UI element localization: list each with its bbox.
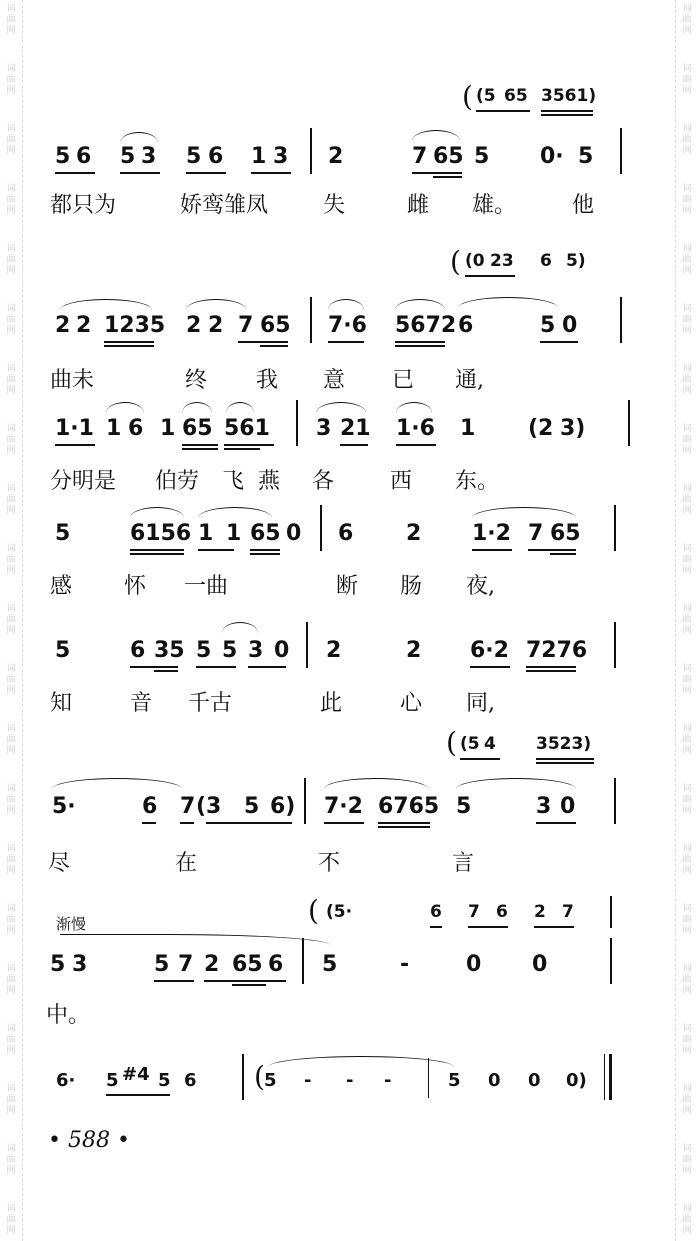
barline	[302, 938, 304, 984]
lyric: 已	[392, 368, 415, 393]
intro-note: 6	[496, 902, 508, 922]
barline	[310, 128, 312, 174]
watermark-text: 词 曲 网	[682, 184, 692, 216]
page-number: • 588 •	[48, 1128, 130, 1153]
watermark-text: 词 曲 网	[6, 1204, 16, 1236]
watermark-text: 词 曲 网	[6, 424, 16, 456]
note: 5	[456, 794, 472, 819]
note: 5	[222, 638, 238, 663]
watermark-text: 词 曲 网	[682, 544, 692, 576]
lyric: 千古	[188, 691, 233, 716]
watermark-text: 词 曲 网	[682, 964, 692, 996]
note: 7276	[526, 638, 588, 663]
note: 1	[460, 416, 476, 441]
system-6: ( (5 4 3523) 5· 6 7 (3 5 6) 7·2 6765 5 3 0 尽 在 不 言	[0, 726, 698, 876]
note: 5	[448, 1070, 461, 1091]
lyric: 分明是	[50, 469, 117, 494]
barline	[310, 297, 312, 343]
note: 6	[208, 144, 224, 169]
note: -	[400, 952, 410, 977]
note: 6	[76, 144, 92, 169]
note: 6	[130, 638, 146, 663]
barline	[628, 400, 630, 446]
lyric: 一曲	[184, 574, 229, 599]
lyric: 终	[185, 368, 208, 393]
note: 5·	[52, 794, 76, 819]
watermark-text: 词 曲 网	[682, 1144, 692, 1176]
lyric: 肠	[400, 574, 423, 599]
system-1: ( (5 65 3561) 5 6 5 3 5 6 1 3 2 7 65 5 0· 5 都只为 娇鸾雏凤 失 雌 雄。 他	[0, 80, 698, 220]
note: 5	[55, 521, 71, 546]
barline	[620, 128, 622, 174]
lyric: 飞	[222, 469, 245, 494]
lyric: 尽	[48, 851, 71, 876]
lyric: 此	[320, 691, 343, 716]
watermark-text: 词 曲 网	[6, 724, 16, 756]
intro-note: 7	[468, 902, 480, 922]
note: 2	[328, 144, 344, 169]
final-barline-thin	[604, 1054, 605, 1100]
note: 7	[178, 952, 194, 977]
system-3	[0, 400, 698, 500]
note: 2	[406, 521, 422, 546]
lyric: 心	[400, 691, 423, 716]
intro-note: (0	[465, 251, 485, 271]
system-5	[0, 622, 698, 722]
watermark-text: 词 曲 网	[6, 304, 16, 336]
note: 1	[198, 521, 214, 546]
watermark-text: 词 曲 网	[6, 364, 16, 396]
barline	[610, 896, 612, 928]
lyric: 意	[323, 368, 346, 393]
note: 0	[562, 313, 578, 338]
final-barline-thick	[609, 1054, 612, 1100]
note: #4	[122, 1064, 150, 1085]
watermark-text: 词 曲 网	[682, 124, 692, 156]
watermark-text: 词 曲 网	[6, 244, 16, 276]
watermark-text: 词 曲 网	[6, 1084, 16, 1116]
intro-note: 5)	[566, 251, 586, 271]
note: 5	[322, 952, 338, 977]
lyric: 音	[130, 691, 153, 716]
note: 65	[433, 144, 464, 169]
watermark-text: 词 曲 网	[6, 184, 16, 216]
note: 7·6	[328, 313, 367, 338]
barline	[320, 505, 322, 551]
lyric: 夜,	[466, 574, 495, 599]
watermark-text: 词 曲 网	[682, 1084, 692, 1116]
note: 0)	[566, 1070, 587, 1091]
watermark-text: 词 曲 网	[682, 844, 692, 876]
note: 1	[251, 144, 267, 169]
barline	[242, 1054, 244, 1100]
note: 0	[286, 521, 302, 546]
watermark-text: 词 曲 网	[6, 784, 16, 816]
system-4	[0, 505, 698, 605]
note: 3	[248, 638, 264, 663]
lyric: 在	[175, 851, 198, 876]
note: 65	[182, 416, 213, 441]
note: 5	[55, 638, 71, 663]
watermark-text: 词 曲 网	[682, 4, 692, 36]
note: 7·2	[324, 794, 363, 819]
barline	[620, 297, 622, 343]
note: (2	[528, 416, 554, 441]
note: 21	[340, 416, 371, 441]
note: 0	[488, 1070, 501, 1091]
lyric: 伯劳	[155, 469, 200, 494]
watermark-text: 词 曲 网	[6, 844, 16, 876]
watermark-text: 词 曲 网	[682, 244, 692, 276]
system-8: 6· 5 #4 5 6 ( 5 - - - 5 0 0 0)	[0, 1050, 698, 1110]
note: -	[384, 1070, 392, 1091]
lyric: 他	[572, 193, 595, 218]
note: 7	[412, 144, 428, 169]
intro-note: (5·	[326, 902, 353, 922]
watermark-text: 词 曲 网	[682, 1204, 692, 1236]
note: 6·2	[470, 638, 509, 663]
note: 2	[76, 313, 92, 338]
barline	[614, 622, 616, 668]
note: 3)	[560, 416, 586, 441]
note: 6	[458, 313, 474, 338]
note: 6	[128, 416, 144, 441]
note: 6	[338, 521, 354, 546]
note: 561	[224, 416, 270, 441]
barline	[610, 938, 612, 984]
watermark-text: 词 曲 网	[6, 124, 16, 156]
intro-note: 4	[484, 734, 496, 754]
note: 6156	[130, 521, 192, 546]
note: 5	[578, 144, 594, 169]
note: 7	[180, 794, 196, 819]
note: 3	[72, 952, 88, 977]
note: 5	[120, 144, 136, 169]
note: 6	[142, 794, 158, 819]
note: 1	[106, 416, 122, 441]
lyric: 西	[390, 469, 413, 494]
lyric: 娇鸾雏凤	[180, 193, 269, 218]
lyric: 不	[318, 851, 341, 876]
note: 6)	[270, 794, 296, 819]
system-2: ( (0 23 6 5) 2 2 1235 2 2 7 65 7·6 5672 6 5 0 曲未 终 我 意 已 通,	[0, 245, 698, 385]
note: 5	[50, 952, 66, 977]
lyric: 东。	[455, 469, 500, 494]
watermark-text: 词 曲 网	[6, 664, 16, 696]
note: 6765	[378, 794, 440, 819]
intro-note: 3561)	[541, 86, 597, 106]
watermark-text: 词 曲 网	[6, 604, 16, 636]
note: 65	[550, 521, 581, 546]
note: 7	[528, 521, 544, 546]
watermark-text: 词 曲 网	[682, 724, 692, 756]
intro-note: 6	[540, 251, 552, 271]
lyric: 都只为	[50, 193, 117, 218]
note: 35	[154, 638, 185, 663]
note: 2	[406, 638, 422, 663]
watermark-text: 词 曲 网	[6, 964, 16, 996]
note: 2	[204, 952, 220, 977]
intro-note: 2	[534, 902, 546, 922]
note: 5	[186, 144, 202, 169]
barline	[296, 400, 298, 446]
note: 5	[106, 1070, 119, 1091]
lyric: 知	[50, 691, 73, 716]
note: 2	[208, 313, 224, 338]
note: 1235	[104, 313, 166, 338]
note: 0	[560, 794, 576, 819]
note: 2	[326, 638, 342, 663]
note: 2	[55, 313, 71, 338]
lyric: 各	[312, 469, 335, 494]
watermark-text: 词 曲 网	[682, 604, 692, 636]
note: 6	[184, 1070, 197, 1091]
note: 3	[141, 144, 157, 169]
barline	[614, 778, 616, 824]
note: -	[346, 1070, 354, 1091]
watermark-text: 词 曲 网	[6, 1024, 16, 1056]
note: 3	[316, 416, 332, 441]
lyric: 同,	[466, 691, 495, 716]
lyric: 怀	[124, 574, 147, 599]
note: 65	[250, 521, 281, 546]
note: 65	[260, 313, 291, 338]
watermark-text: 词 曲 网	[682, 1024, 692, 1056]
note: 1	[160, 416, 176, 441]
watermark-text: 词 曲 网	[682, 484, 692, 516]
intro-note: 3523)	[536, 734, 592, 754]
intro-note: 23	[490, 251, 514, 271]
note: 7	[238, 313, 254, 338]
note: 6	[268, 952, 284, 977]
barline	[304, 778, 306, 824]
watermark-text: 词 曲 网	[682, 304, 692, 336]
lyric: 雄。	[472, 193, 517, 218]
note: 3	[273, 144, 289, 169]
note: -	[304, 1070, 312, 1091]
watermark-text: 词 曲 网	[682, 64, 692, 96]
note: 0·	[540, 144, 564, 169]
lyric: 通,	[455, 368, 484, 393]
note: 5672	[395, 313, 457, 338]
system-7: ( (5· 6 7 6 2 7 5 3 5 7 2 65 6 5 - 0 0 中。	[0, 890, 698, 1030]
watermark-text: 词 曲 网	[682, 784, 692, 816]
note: 5	[196, 638, 212, 663]
note: 5	[264, 1070, 277, 1091]
watermark-text: 词 曲 网	[682, 664, 692, 696]
note: 5	[158, 1070, 171, 1091]
note: 5	[474, 144, 490, 169]
watermark-text: 词 曲 网	[6, 484, 16, 516]
note: 5	[540, 313, 556, 338]
note: 1·1	[55, 416, 94, 441]
watermark-text: 词 曲 网	[6, 904, 16, 936]
note: 3	[536, 794, 552, 819]
watermark-text: 词 曲 网	[6, 64, 16, 96]
intro-note: (5	[476, 86, 496, 106]
lyric: 我	[256, 368, 279, 393]
note: 0	[466, 952, 482, 977]
note: 65	[232, 952, 263, 977]
barline	[306, 622, 308, 668]
watermark-text: 词 曲 网	[682, 904, 692, 936]
intro-note: 7	[562, 902, 574, 922]
note: 0	[274, 638, 290, 663]
note: 5	[55, 144, 71, 169]
watermark-text: 词 曲 网	[6, 1144, 16, 1176]
watermark-text: 词 曲 网	[6, 4, 16, 36]
note: 1·6	[396, 416, 435, 441]
watermark-text: 词 曲 网	[682, 424, 692, 456]
barline	[614, 505, 616, 551]
note: 6·	[56, 1070, 76, 1091]
note: 1	[226, 521, 242, 546]
intro-note: 6	[430, 902, 442, 922]
lyric: 中。	[46, 1003, 91, 1028]
note: 2	[186, 313, 202, 338]
lyric: 曲未	[50, 368, 95, 393]
watermark-text: 词 曲 网	[682, 364, 692, 396]
note: (3	[196, 794, 222, 819]
intro-note: (5	[460, 734, 480, 754]
note: 5	[244, 794, 260, 819]
intro-note: 65	[504, 86, 528, 106]
tempo-marking: 渐慢	[56, 915, 87, 933]
lyric: 感	[50, 574, 73, 599]
lyric: 言	[452, 851, 475, 876]
watermark-text: 词 曲 网	[6, 544, 16, 576]
lyric: 失	[323, 193, 346, 218]
lyric: 断	[336, 574, 359, 599]
note: 0	[532, 952, 548, 977]
note: 5	[154, 952, 170, 977]
note: 1·2	[472, 521, 511, 546]
lyric: 雌	[407, 193, 430, 218]
note: 0	[528, 1070, 541, 1091]
lyric: 燕	[258, 469, 281, 494]
